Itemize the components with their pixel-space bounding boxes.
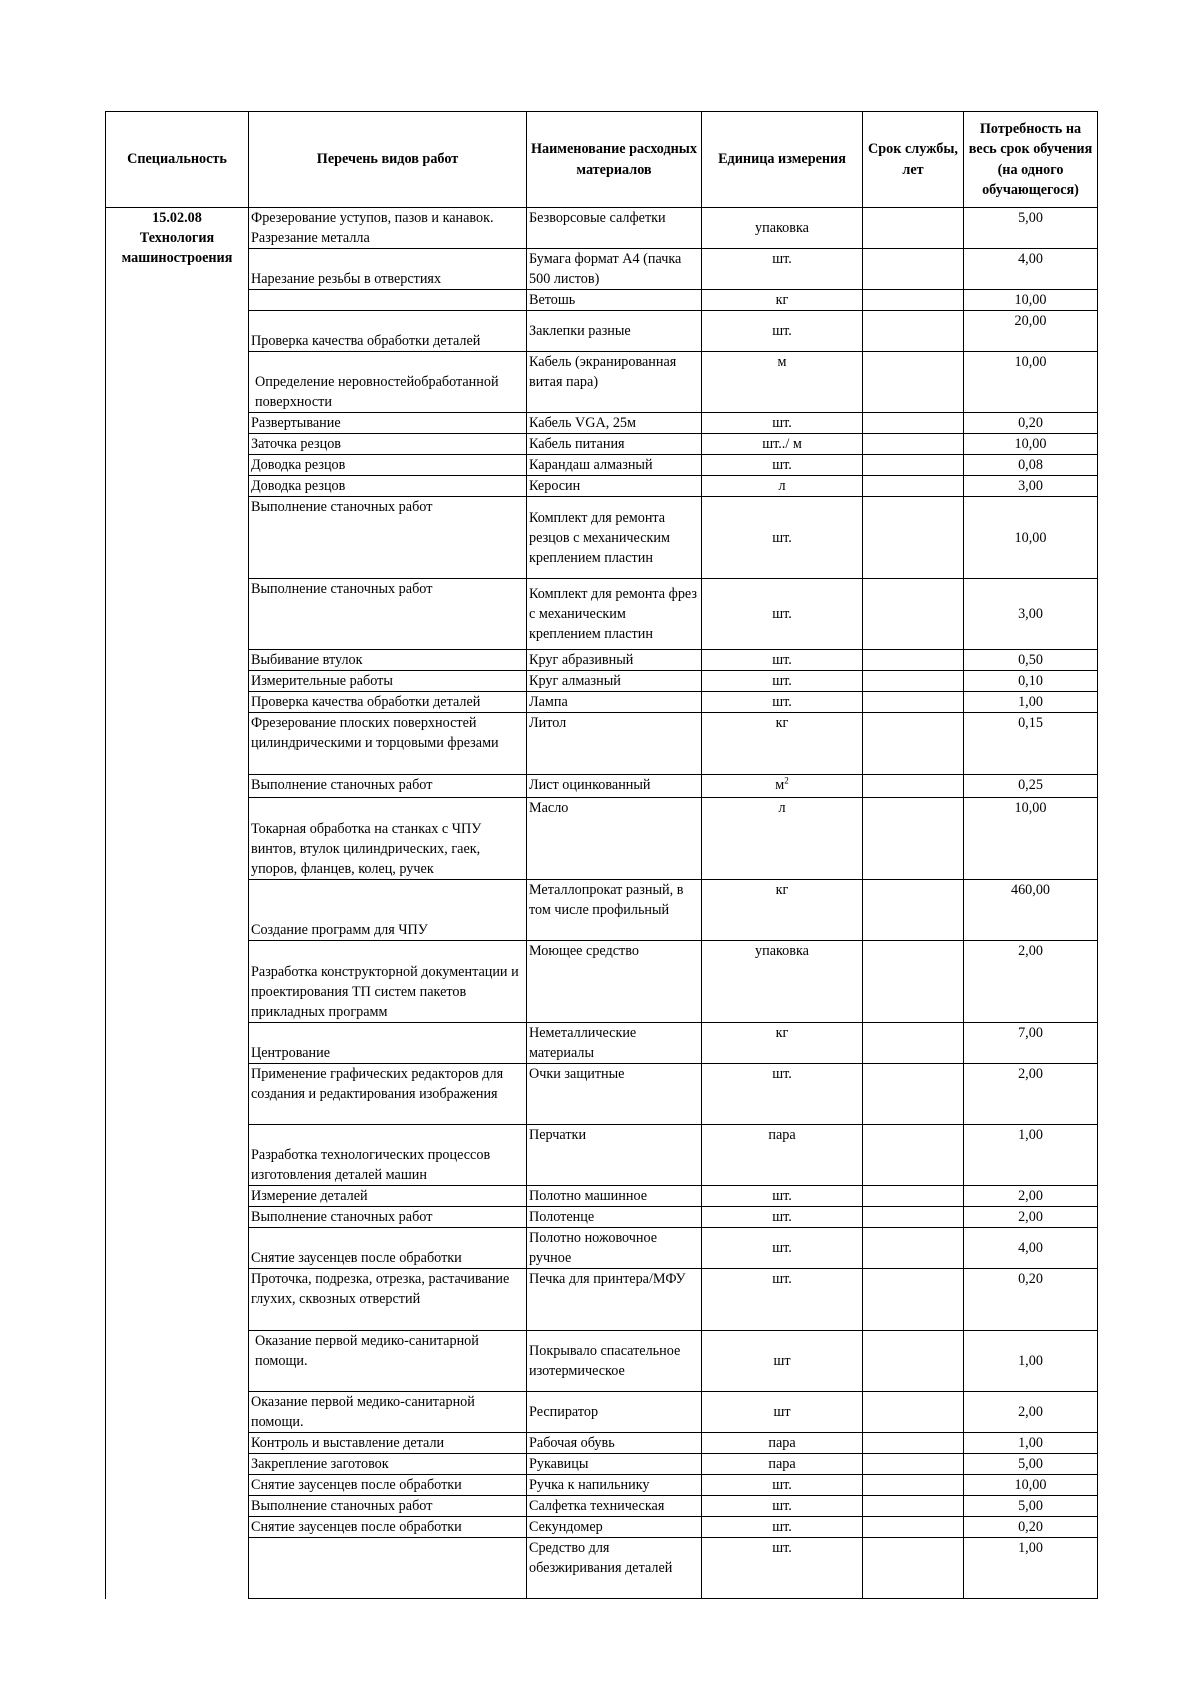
material-cell: Лампа — [527, 692, 702, 713]
unit-cell: л — [702, 476, 863, 497]
life-cell — [863, 692, 964, 713]
qty-cell: 4,00 — [964, 1228, 1098, 1269]
work-cell: Центрование — [249, 1023, 527, 1064]
life-cell — [863, 941, 964, 1023]
work-cell: Разработка технологических процессов изготовления деталей машин — [249, 1125, 527, 1186]
unit-cell: шт. — [702, 1269, 863, 1331]
table-row — [106, 413, 1098, 434]
work-cell: Нарезание резьбы в отверстиях — [249, 249, 527, 290]
unit-cell: пара — [702, 1433, 863, 1454]
work-cell — [249, 1538, 527, 1599]
unit-superscript: 2 — [784, 775, 789, 786]
qty-cell: 0,20 — [964, 1517, 1098, 1538]
unit-cell: шт. — [702, 1475, 863, 1496]
qty-cell: 2,00 — [964, 1186, 1098, 1207]
table-row — [106, 476, 1098, 497]
unit-cell: шт. — [702, 692, 863, 713]
work-cell: Контроль и выставление детали — [249, 1433, 527, 1454]
specialty-name: Технология машиностроения — [121, 230, 233, 266]
unit-cell — [702, 775, 863, 798]
header-specialty: Специальность — [106, 112, 249, 208]
table-row — [106, 352, 1098, 413]
qty-cell: 3,00 — [964, 579, 1098, 650]
qty-cell: 5,00 — [964, 208, 1098, 249]
work-cell: Выбивание втулок — [249, 650, 527, 671]
unit-cell: шт../ м — [702, 434, 863, 455]
work-cell: Доводка резцов — [249, 455, 527, 476]
qty-cell: 1,00 — [964, 1125, 1098, 1186]
unit-cell: шт. — [702, 497, 863, 579]
qty-cell: 10,00 — [964, 1475, 1098, 1496]
header-row — [106, 112, 1098, 208]
material-cell: Круг алмазный — [527, 671, 702, 692]
unit-cell: шт. — [702, 1538, 863, 1599]
table-row — [106, 1125, 1098, 1186]
work-cell: Развертывание — [249, 413, 527, 434]
work-cell — [249, 290, 527, 311]
life-cell — [863, 775, 964, 798]
unit-cell: кг — [702, 1023, 863, 1064]
life-cell — [863, 352, 964, 413]
table-row — [106, 671, 1098, 692]
qty-cell: 0,10 — [964, 671, 1098, 692]
table-row — [106, 1269, 1098, 1331]
header-work-types: Перечень видов работ — [249, 112, 527, 208]
material-cell: Заклепки разные — [527, 311, 702, 352]
material-cell: Кабель VGA, 25м — [527, 413, 702, 434]
qty-cell: 0,25 — [964, 775, 1098, 798]
table-row — [106, 798, 1098, 880]
life-cell — [863, 290, 964, 311]
material-cell: Масло — [527, 798, 702, 880]
qty-cell: 5,00 — [964, 1454, 1098, 1475]
life-cell — [863, 1433, 964, 1454]
unit-cell: м — [702, 352, 863, 413]
table-row — [106, 497, 1098, 579]
table-row — [106, 775, 1098, 798]
table-row — [106, 1538, 1098, 1599]
life-cell — [863, 1392, 964, 1433]
qty-cell: 0,50 — [964, 650, 1098, 671]
life-cell — [863, 880, 964, 941]
qty-cell: 2,00 — [964, 1064, 1098, 1125]
material-cell: Покрывало спасательное изотермическое — [527, 1331, 702, 1392]
qty-cell: 10,00 — [964, 497, 1098, 579]
material-cell: Салфетка техническая — [527, 1496, 702, 1517]
material-cell: Полотно машинное — [527, 1186, 702, 1207]
table-row — [106, 1023, 1098, 1064]
qty-cell: 460,00 — [964, 880, 1098, 941]
life-cell — [863, 434, 964, 455]
material-cell: Ветошь — [527, 290, 702, 311]
life-cell — [863, 1496, 964, 1517]
material-cell: Металлопрокат разный, в том числе профильный — [527, 880, 702, 941]
table-row — [106, 1228, 1098, 1269]
material-cell: Полотенце — [527, 1207, 702, 1228]
work-cell: Закрепление заготовок — [249, 1454, 527, 1475]
work-cell: Измерительные работы — [249, 671, 527, 692]
material-cell: Бумага формат А4 (пачка 500 листов) — [527, 249, 702, 290]
table-row — [106, 1207, 1098, 1228]
consumables-table — [105, 111, 1098, 1599]
unit-cell: шт. — [702, 1228, 863, 1269]
life-cell — [863, 311, 964, 352]
qty-cell: 10,00 — [964, 798, 1098, 880]
work-cell: Снятие заусенцев после обработки — [249, 1517, 527, 1538]
work-cell: Проточка, подрезка, отрезка, растачивание глухих, сквозных отверстий — [249, 1269, 527, 1331]
unit-cell: кг — [702, 713, 863, 775]
work-cell: Выполнение станочных работ — [249, 775, 527, 798]
material-cell: Керосин — [527, 476, 702, 497]
qty-cell: 4,00 — [964, 249, 1098, 290]
material-cell: Средство для обезжиривания деталей — [527, 1538, 702, 1599]
qty-cell: 5,00 — [964, 1496, 1098, 1517]
table-row — [106, 208, 1098, 249]
table-row — [106, 1454, 1098, 1475]
life-cell — [863, 1023, 964, 1064]
life-cell — [863, 1517, 964, 1538]
work-cell: Применение графических редакторов для создания и редактирования изображения — [249, 1064, 527, 1125]
qty-cell: 1,00 — [964, 1433, 1098, 1454]
work-cell: Создание программ для ЧПУ — [249, 880, 527, 941]
table-row — [106, 1517, 1098, 1538]
work-cell: Выполнение станочных работ — [249, 579, 527, 650]
table-row — [106, 1064, 1098, 1125]
specialty-cell — [106, 208, 249, 1599]
material-cell: Кабель питания — [527, 434, 702, 455]
qty-cell: 20,00 — [964, 311, 1098, 352]
table-row — [106, 311, 1098, 352]
unit-cell: шт. — [702, 1207, 863, 1228]
work-cell: Выполнение станочных работ — [249, 497, 527, 579]
work-cell: Оказание первой медико-санитарной помощи. — [249, 1392, 527, 1433]
unit-cell: пара — [702, 1454, 863, 1475]
table-row — [106, 249, 1098, 290]
work-cell: Оказание первой медико-санитарной помощи. — [249, 1331, 527, 1392]
unit-cell: шт. — [702, 413, 863, 434]
material-cell: Рукавицы — [527, 1454, 702, 1475]
work-cell: Фрезерование плоских поверхностей цилиндрическими и торцовыми фрезами — [249, 713, 527, 775]
table-row — [106, 941, 1098, 1023]
material-cell: Перчатки — [527, 1125, 702, 1186]
life-cell — [863, 413, 964, 434]
material-cell: Комплект для ремонта фрез с механическим креплением пластин — [527, 579, 702, 650]
life-cell — [863, 249, 964, 290]
work-cell: Заточка резцов — [249, 434, 527, 455]
life-cell — [863, 579, 964, 650]
material-cell: Карандаш алмазный — [527, 455, 702, 476]
unit-cell: шт. — [702, 671, 863, 692]
life-cell — [863, 671, 964, 692]
material-cell: Кабель (экранированная витая пара) — [527, 352, 702, 413]
material-cell: Круг абразивный — [527, 650, 702, 671]
qty-cell: 1,00 — [964, 1538, 1098, 1599]
qty-cell: 2,00 — [964, 941, 1098, 1023]
life-cell — [863, 1475, 964, 1496]
material-cell: Печка для принтера/МФУ — [527, 1269, 702, 1331]
header-unit: Единица измерения — [702, 112, 863, 208]
work-cell: Токарная обработка на станках с ЧПУ винтов, втулок цилиндрических, гаек, упоров, фланцев, колец, ручек — [249, 798, 527, 880]
unit-cell: шт. — [702, 650, 863, 671]
table-row — [106, 579, 1098, 650]
work-cell: Снятие заусенцев после обработки — [249, 1475, 527, 1496]
header-materials: Наименование расходных материалов — [527, 112, 702, 208]
life-cell — [863, 1269, 964, 1331]
material-cell: Ручка к напильнику — [527, 1475, 702, 1496]
unit-cell: пара — [702, 1125, 863, 1186]
qty-cell: 2,00 — [964, 1207, 1098, 1228]
material-cell: Неметаллические материалы — [527, 1023, 702, 1064]
unit-cell: кг — [702, 290, 863, 311]
qty-cell: 0,20 — [964, 1269, 1098, 1331]
work-cell: Разработка конструкторной документации и проектирования ТП систем пакетов прикладных программ — [249, 941, 527, 1023]
material-cell: Рабочая обувь — [527, 1433, 702, 1454]
unit-cell: шт. — [702, 1186, 863, 1207]
life-cell — [863, 1538, 964, 1599]
table-row — [106, 692, 1098, 713]
qty-cell: 2,00 — [964, 1392, 1098, 1433]
material-cell: Очки защитные — [527, 1064, 702, 1125]
work-cell: Проверка качества обработки деталей — [249, 311, 527, 352]
qty-cell: 0,20 — [964, 413, 1098, 434]
material-cell: Моющее средство — [527, 941, 702, 1023]
unit-cell: упаковка — [702, 941, 863, 1023]
header-service-life: Срок службы, лет — [863, 112, 964, 208]
work-cell: Определение неровностейобработанной поверхности — [249, 352, 527, 413]
life-cell — [863, 650, 964, 671]
life-cell — [863, 798, 964, 880]
qty-cell: 1,00 — [964, 1331, 1098, 1392]
life-cell — [863, 1125, 964, 1186]
life-cell — [863, 208, 964, 249]
table-row — [106, 434, 1098, 455]
unit-cell: шт — [702, 1392, 863, 1433]
life-cell — [863, 455, 964, 476]
material-cell: Полотно ножовочное ручное — [527, 1228, 702, 1269]
qty-cell: 7,00 — [964, 1023, 1098, 1064]
table-row — [106, 1186, 1098, 1207]
qty-cell: 10,00 — [964, 290, 1098, 311]
life-cell — [863, 1331, 964, 1392]
life-cell — [863, 713, 964, 775]
work-cell: Снятие заусенцев после обработки — [249, 1228, 527, 1269]
qty-cell: 10,00 — [964, 434, 1098, 455]
work-cell: Выполнение станочных работ — [249, 1496, 527, 1517]
work-cell: Измерение деталей — [249, 1186, 527, 1207]
work-cell: Доводка резцов — [249, 476, 527, 497]
unit-cell: л — [702, 798, 863, 880]
life-cell — [863, 497, 964, 579]
qty-cell: 10,00 — [964, 352, 1098, 413]
unit-cell: шт — [702, 1331, 863, 1392]
unit-cell: шт. — [702, 249, 863, 290]
table-row — [106, 713, 1098, 775]
unit-cell: шт. — [702, 455, 863, 476]
unit-cell: шт. — [702, 1517, 863, 1538]
unit-text: м — [775, 777, 785, 793]
table-row — [106, 455, 1098, 476]
life-cell — [863, 476, 964, 497]
material-cell: Респиратор — [527, 1392, 702, 1433]
qty-cell: 0,08 — [964, 455, 1098, 476]
material-cell: Лист оцинкованный — [527, 775, 702, 798]
unit-cell: кг — [702, 880, 863, 941]
header-requirement: Потребность на весь срок обучения (на одного обучающегося) — [964, 112, 1098, 208]
unit-cell: шт. — [702, 579, 863, 650]
unit-cell: шт. — [702, 311, 863, 352]
table-row — [106, 1392, 1098, 1433]
material-cell: Безворсовые салфетки — [527, 208, 702, 249]
table-row — [106, 1496, 1098, 1517]
table-body — [106, 208, 1098, 1599]
table-header — [106, 112, 1098, 208]
life-cell — [863, 1186, 964, 1207]
qty-cell: 3,00 — [964, 476, 1098, 497]
life-cell — [863, 1228, 964, 1269]
qty-cell: 1,00 — [964, 692, 1098, 713]
unit-cell: шт. — [702, 1496, 863, 1517]
unit-cell: упаковка — [702, 208, 863, 249]
life-cell — [863, 1454, 964, 1475]
material-cell: Комплект для ремонта резцов с механическим креплением пластин — [527, 497, 702, 579]
table-row — [106, 1331, 1098, 1392]
unit-cell: шт. — [702, 1064, 863, 1125]
table-row — [106, 880, 1098, 941]
table-row — [106, 1433, 1098, 1454]
table-row — [106, 650, 1098, 671]
material-cell: Литол — [527, 713, 702, 775]
work-cell: Проверка качества обработки деталей — [249, 692, 527, 713]
table-row — [106, 1475, 1098, 1496]
specialty-code: 15.02.08 — [152, 210, 202, 226]
work-cell: Фрезерование уступов, пазов и канавок. Разрезание металла — [249, 208, 527, 249]
table-row — [106, 290, 1098, 311]
material-cell: Секундомер — [527, 1517, 702, 1538]
qty-cell: 0,15 — [964, 713, 1098, 775]
life-cell — [863, 1064, 964, 1125]
life-cell — [863, 1207, 964, 1228]
work-cell: Выполнение станочных работ — [249, 1207, 527, 1228]
